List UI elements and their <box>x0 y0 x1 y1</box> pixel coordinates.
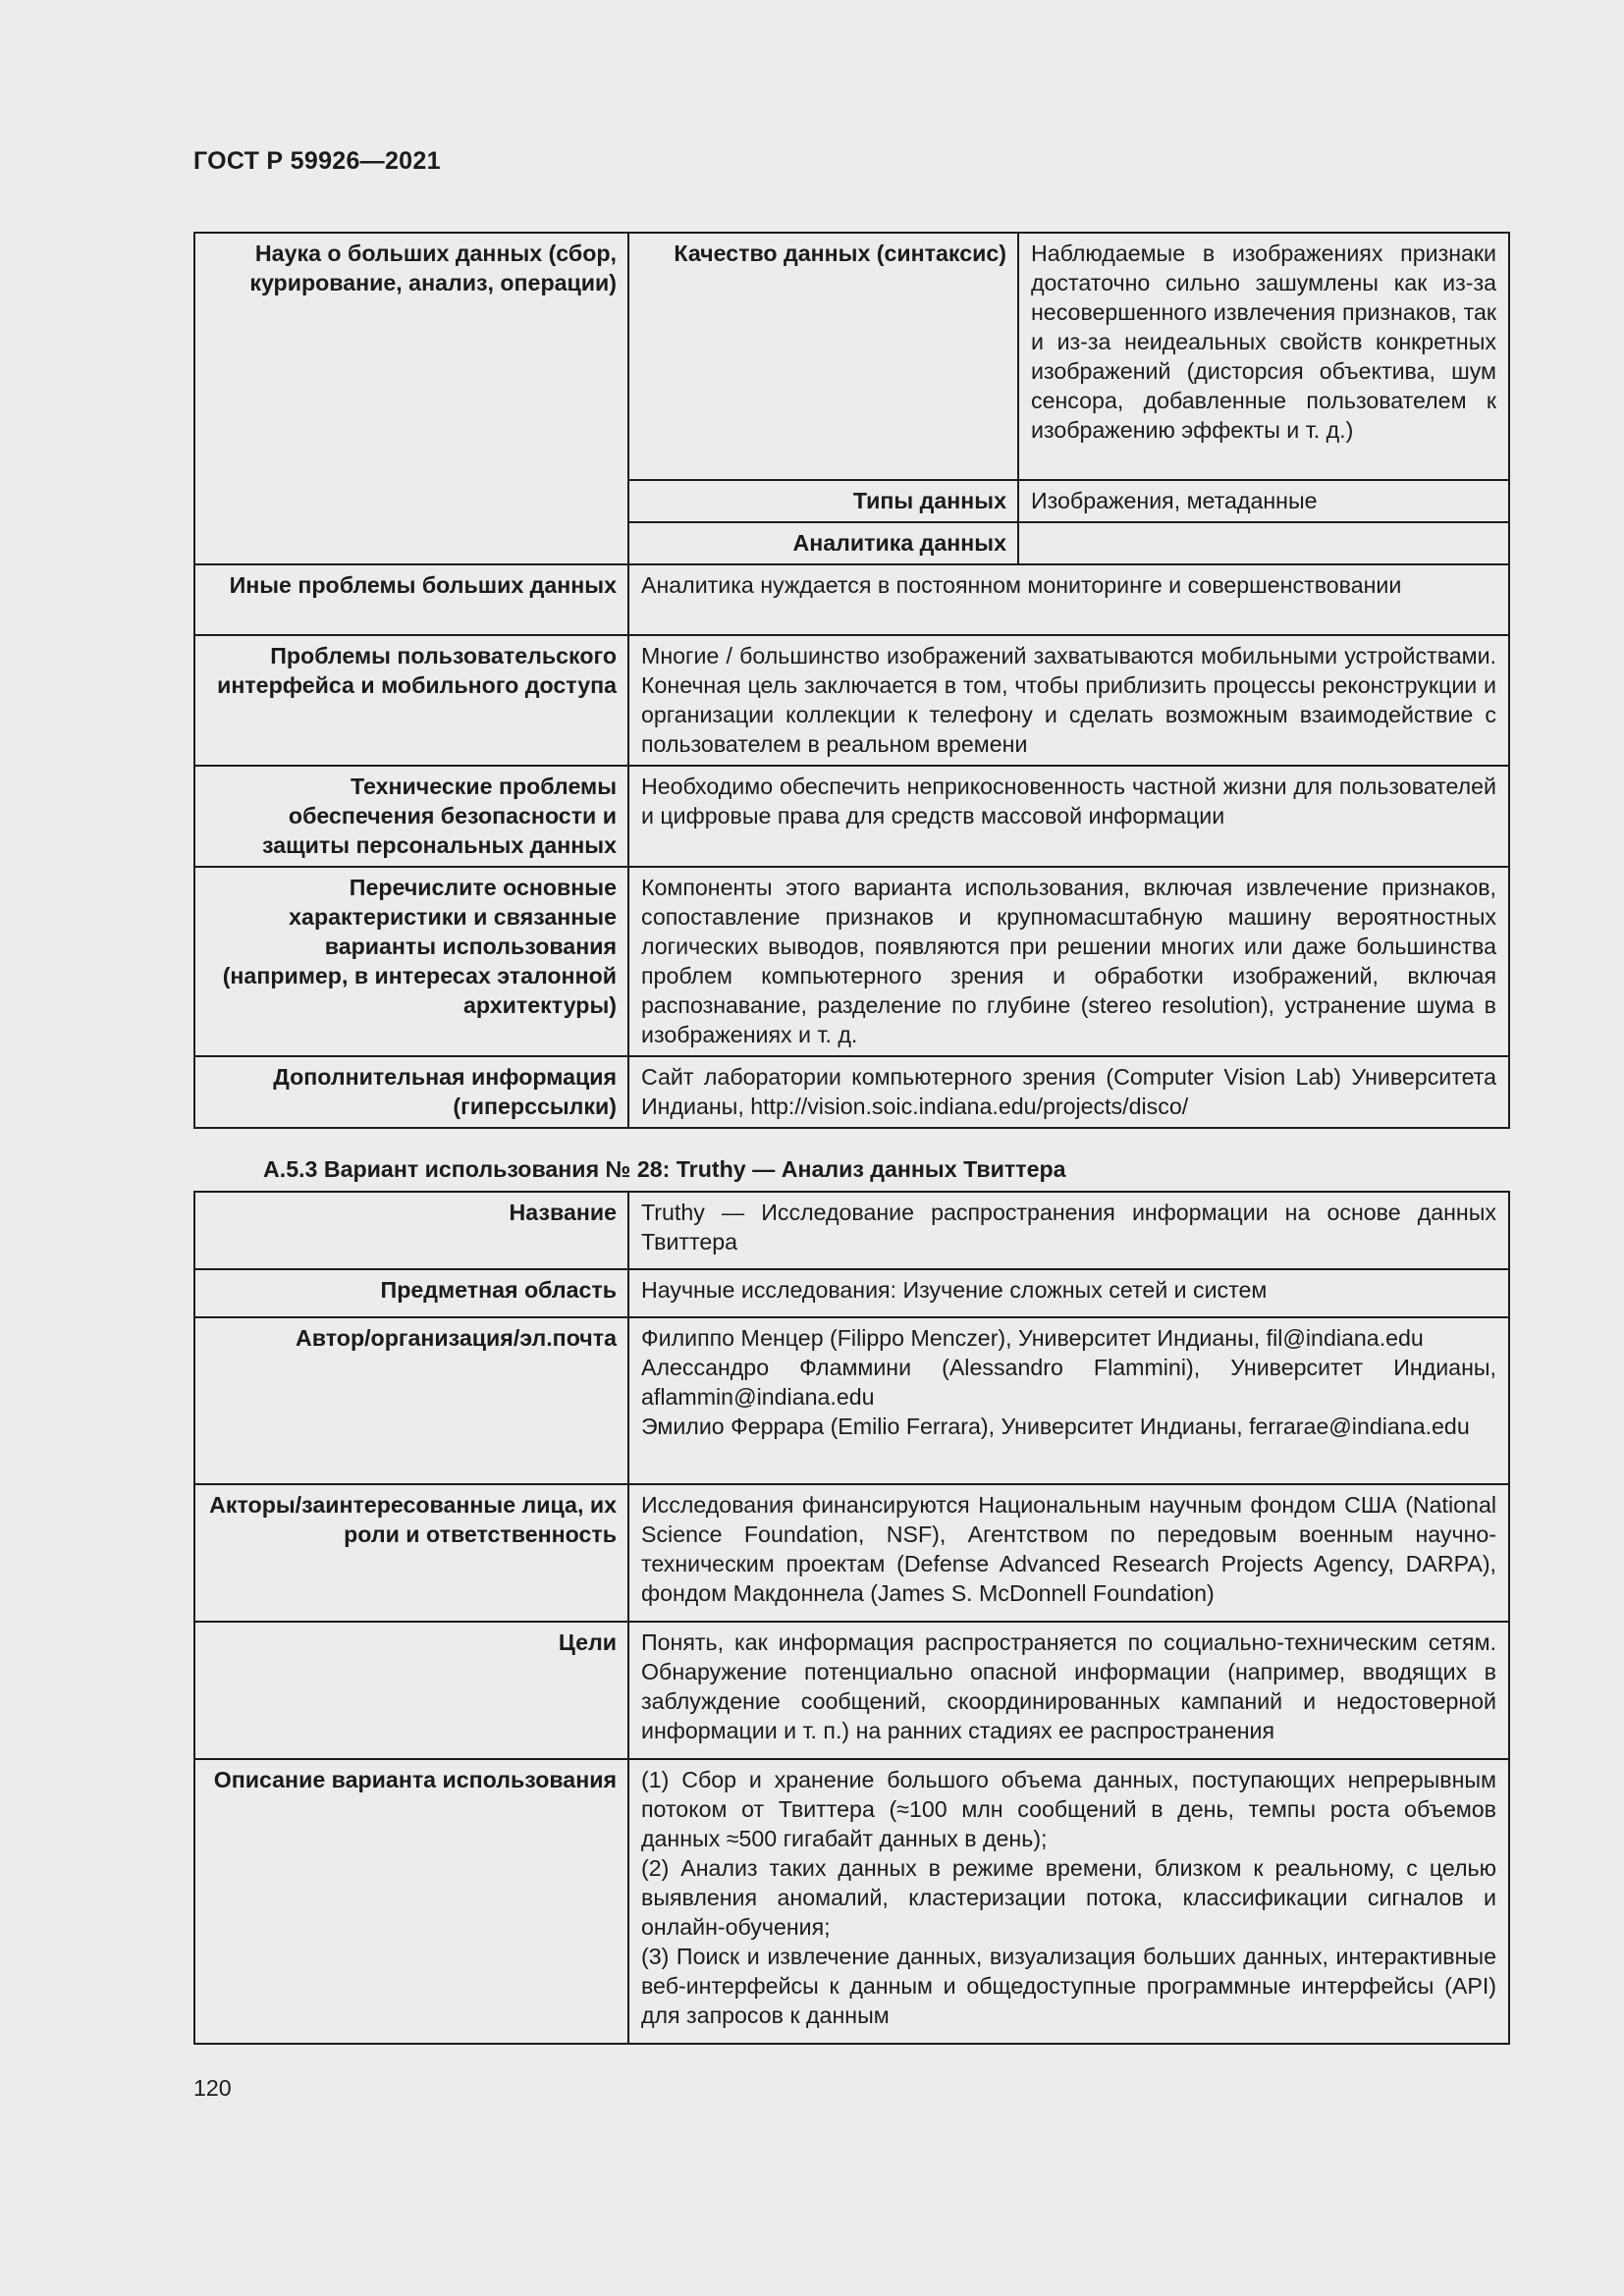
row-value: Многие / большинство изображений захватываются мобильными устройствами. Конечная цель заключается в том, чтобы приблизить процессы реконструкции и организации коллекции к телефону и сделать возможным взаимодействие с пользователем в реальном времени <box>628 635 1509 766</box>
author-line: Алессандро Фламмини (Alessandro Flammini), Университет Индианы, aflammin@indiana.edu <box>641 1355 1496 1410</box>
row-value: Изображения, метаданные <box>1018 480 1509 522</box>
table-row <box>194 1056 1509 1128</box>
row-value: Исследования финансируются Национальным научным фондом США (National Science Foundation, NSF), Агентством по передовым военным научно-техническим проектам (Defense Advanced Research Projects Agency, DARPA), фондом Макдоннела (James S. McDonnell Foundation) <box>628 1484 1509 1622</box>
row-value: Аналитика нуждается в постоянном мониторинге и совершенствовании <box>628 564 1509 635</box>
row-value: Сайт лаборатории компьютерного зрения (Computer Vision Lab) Университета Индианы, http://vision.soic.indiana.edu/projects/disco/ <box>628 1056 1509 1128</box>
row-value: Компоненты этого варианта использования, включая извлечение признаков, сопоставление признаков и крупномасштабную машину вероятностных логических выводов, появляются при решении многих или даже большинства проблем компьютерного зрения и обработки изображений, включая распознавание, разделение по глубине (stereo resolution), устранение шума в изображениях и т. д. <box>628 867 1509 1056</box>
row-value <box>1018 522 1509 564</box>
sub-row-label: Качество данных (синтаксис) <box>628 233 1018 480</box>
table-row <box>194 1759 1509 2044</box>
row-value: Понять, как информация распространяется по социально-техническим сетям. Обнаружение потенциально опасной информации (например, вводящих в заблуждение сообщений, скоординированных кампаний и недостоверной информации и т. п.) на ранних стадиях ее распространения <box>628 1622 1509 1759</box>
table-row <box>194 564 1509 635</box>
author-line: Филиппо Менцер (Filippo Menczer), Университет Индианы, fil@indiana.edu <box>641 1325 1424 1351</box>
row-value <box>628 1759 1509 2044</box>
row-label: Акторы/заинтересованные лица, их роли и ответственность <box>194 1484 628 1622</box>
description-item: (1) Сбор и хранение большого объема данных, поступающих непрерывным потоком от Твиттера (≈100 млн сообщений в день, темпы роста объемов данных ≈500 гигабайт данных в день); <box>641 1767 1496 1851</box>
row-value: Наблюдаемые в изображениях признаки достаточно сильно зашумлены как из-за несовершенного извлечения признаков, так и из-за неидеальных свойств конкретных изображений (дисторсия объектива, шум сенсора, добавленные пользователем к изображению эффекты и т. д.) <box>1018 233 1509 480</box>
table-row <box>194 233 1509 480</box>
row-label: Предметная область <box>194 1269 628 1317</box>
row-label: Название <box>194 1192 628 1269</box>
table-row <box>194 766 1509 867</box>
row-label: Технические проблемы обеспечения безопасности и защиты персональных данных <box>194 766 628 867</box>
use-case-28-table <box>193 1191 1510 2045</box>
row-label: Наука о больших данных (сбор, курирование, анализ, операции) <box>194 233 628 564</box>
sub-row-label: Аналитика данных <box>628 522 1018 564</box>
author-line: Эмилио Феррара (Emilio Ferrara), Университет Индианы, ferrarae@indiana.edu <box>641 1414 1470 1439</box>
table-row <box>194 635 1509 766</box>
use-case-27-table <box>193 232 1510 1129</box>
row-value <box>628 1317 1509 1484</box>
table-row <box>194 1269 1509 1317</box>
sub-row-label: Типы данных <box>628 480 1018 522</box>
document-header: ГОСТ Р 59926—2021 <box>193 147 441 175</box>
row-label: Описание варианта использования <box>194 1759 628 2044</box>
description-item: (2) Анализ таких данных в режиме времени, близком к реальному, с целью выявления аномалий, кластеризации потока, классификации сигналов и онлайн-обучения; <box>641 1855 1496 1940</box>
row-value: Научные исследования: Изучение сложных сетей и систем <box>628 1269 1509 1317</box>
table-row <box>194 1317 1509 1484</box>
row-value: Truthy — Исследование распространения информации на основе данных Твиттера <box>628 1192 1509 1269</box>
table-row <box>194 1622 1509 1759</box>
table-row <box>194 1192 1509 1269</box>
row-label: Цели <box>194 1622 628 1759</box>
row-label: Иные проблемы больших данных <box>194 564 628 635</box>
row-label: Перечислите основные характеристики и связанные варианты использования (например, в интересах эталонной архитектуры) <box>194 867 628 1056</box>
row-label: Дополнительная информация (гиперссылки) <box>194 1056 628 1128</box>
description-item: (3) Поиск и извлечение данных, визуализация больших данных, интерактивные веб-интерфейсы к данным и общедоступные программные интерфейсы (API) для запросов к данным <box>641 1944 1496 2028</box>
row-label: Автор/организация/эл.почта <box>194 1317 628 1484</box>
row-value: Необходимо обеспечить неприкосновенность частной жизни для пользователей и цифровые права для средств массовой информации <box>628 766 1509 867</box>
row-label: Проблемы пользовательского интерфейса и мобильного доступа <box>194 635 628 766</box>
page-number: 120 <box>193 2075 232 2101</box>
table-row <box>194 1484 1509 1622</box>
section-heading: А.5.3 Вариант использования № 28: Truthy — Анализ данных Твиттера <box>263 1156 1066 1182</box>
table-row <box>194 867 1509 1056</box>
